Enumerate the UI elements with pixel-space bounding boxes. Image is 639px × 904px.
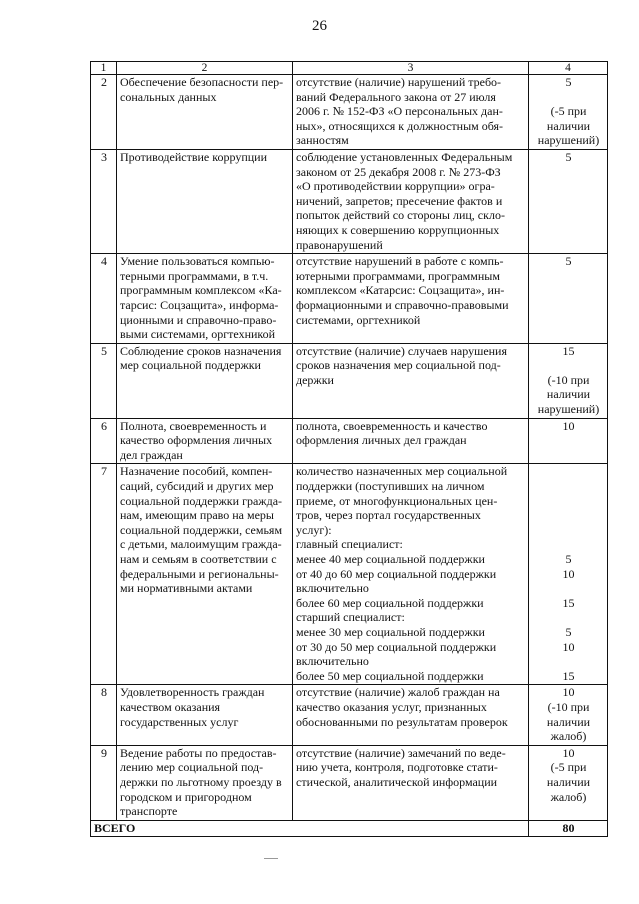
indicator-cell-line: занностям	[296, 133, 349, 148]
indicator-cell-line: соблюдение установленных Федеральным	[296, 149, 513, 164]
indicator-cell-line: отсутствие (наличие) нарушений требо-	[296, 75, 502, 89]
criterion-cell-line: ми нормативными актами	[120, 581, 253, 596]
criterion-cell-line: федеральными и региональны-	[120, 566, 279, 581]
indicator-cell	[293, 745, 529, 820]
points-cell-line: 10	[562, 418, 575, 433]
points-cell-line: 15	[562, 668, 575, 683]
indicator-cell-line: няющих к совершению коррупционных	[296, 222, 500, 237]
points-cell	[529, 418, 608, 464]
indicator-cell-line: включительно	[296, 581, 369, 596]
criterion-cell-line: транспорте	[120, 804, 178, 819]
criterion-cell-line: социальной поддержки гражда-	[120, 493, 283, 508]
row-number: 6	[91, 418, 117, 464]
criterion-cell-line: нам, имеющим право на меры	[120, 508, 274, 523]
points-cell-line: (-5 при	[550, 104, 587, 119]
points-cell-line: 15	[562, 595, 575, 610]
indicator-cell	[293, 254, 529, 344]
table-row	[91, 464, 608, 685]
blank-line	[532, 581, 605, 596]
indicator-cell-line: законом от 25 декабря 2008 г. № 273-ФЗ	[296, 164, 501, 179]
criterion-cell-line: ционными и справочно-право-	[120, 312, 277, 327]
indicator-cell	[293, 75, 529, 150]
table-row	[91, 343, 608, 418]
indicator-cell-line: отсутствие нарушений в работе с компь-	[296, 254, 504, 269]
points-cell-line: 5	[565, 254, 572, 269]
row-number: 2	[91, 75, 117, 150]
points-cell-line: нарушений)	[537, 133, 600, 148]
indicator-cell-line: ютерными программами, программным	[296, 268, 500, 283]
points-cell-line: жалоб)	[550, 729, 587, 744]
indicator-cell-line: ваний Федерального закона от 27 июля	[296, 89, 496, 104]
points-cell-line: наличии	[546, 118, 591, 133]
row-number: 8	[91, 685, 117, 745]
indicator-cell-line: от 40 до 60 мер социальной поддержки	[296, 566, 497, 581]
table-header-row	[91, 62, 608, 75]
points-cell-line: 5	[565, 75, 572, 89]
blank-line	[532, 90, 605, 105]
points-cell	[529, 745, 608, 820]
points-cell-line: 10	[562, 685, 575, 700]
indicator-cell-line: формационными и справочно-правовыми	[296, 297, 509, 312]
blank-line	[532, 610, 605, 625]
criterion-cell	[117, 418, 293, 464]
blank-line	[532, 523, 605, 538]
table-row	[91, 418, 608, 464]
points-cell-line: наличии	[546, 774, 591, 789]
points-cell-line: наличии	[546, 387, 591, 402]
criterion-cell-line: Обеспечение безопасности пер-	[120, 75, 284, 89]
points-cell-line: наличии	[546, 714, 591, 729]
indicator-cell-line: услуг):	[296, 522, 332, 537]
indicator-cell	[293, 685, 529, 745]
indicator-cell-line: отсутствие (наличие) случаев нарушения	[296, 343, 508, 358]
row-number: 9	[91, 745, 117, 820]
total-label: ВСЕГО	[91, 820, 529, 837]
blank-line	[532, 654, 605, 669]
indicator-cell-line: стической, аналитической информации	[296, 774, 498, 789]
criterion-cell-line: лению мер социальной под-	[120, 760, 264, 775]
indicator-cell-line: держки	[296, 372, 334, 387]
criterion-cell-line: качество оформления личных	[120, 433, 273, 448]
criterion-cell-line: Противодействие коррупции	[120, 149, 267, 164]
criterion-cell-line: Полнота, своевременность и	[120, 418, 267, 433]
criterion-cell-line: Соблюдение сроков назначения	[120, 343, 282, 358]
indicator-cell-line: 2006 г. № 152-ФЗ «О персональных дан-	[296, 104, 503, 119]
indicator-cell-line: менее 30 мер социальной поддержки	[296, 624, 485, 639]
indicator-cell-line: системами, оргтехникой	[296, 312, 421, 327]
criterion-cell	[117, 254, 293, 344]
indicator-cell-line: приеме, от многофункциональных цен-	[296, 493, 498, 508]
indicator-cell-line: сроков назначения мер социальной под-	[296, 358, 501, 373]
points-cell-line: (-5 при	[550, 760, 587, 775]
indicator-cell	[293, 418, 529, 464]
criterion-cell-line: сональных данных	[120, 89, 217, 104]
points-cell-line: жалоб)	[550, 789, 587, 804]
criterion-cell-line: государственных услуг	[120, 714, 239, 729]
indicator-cell-line: полнота, своевременность и качество	[296, 418, 488, 433]
indicator-cell-line: от 30 до 50 мер социальной поддержки	[296, 639, 497, 654]
criterion-cell-line: мер социальной поддержки	[120, 358, 261, 373]
blank-line	[532, 508, 605, 523]
points-cell-line: 10	[562, 745, 575, 760]
points-cell-line: 5	[565, 624, 572, 639]
header-cell-4: 4	[529, 62, 608, 75]
indicator-cell-line: старший специалист:	[296, 610, 405, 625]
footer-mark	[264, 858, 278, 859]
criterion-cell	[117, 464, 293, 685]
indicator-cell-line: ничений, запретов; пресечение фактов и	[296, 193, 503, 208]
indicator-cell-line: более 50 мер социальной поддержки	[296, 668, 484, 683]
blank-line	[532, 494, 605, 509]
indicator-cell-line: попыток действий со стороны лиц, скло-	[296, 208, 505, 223]
indicator-cell-line: правонарушений	[296, 237, 383, 252]
table-row	[91, 745, 608, 820]
blank-line	[532, 537, 605, 552]
row-number: 3	[91, 149, 117, 253]
criterion-cell-line: терными программами, в т.ч.	[120, 268, 269, 283]
indicator-cell-line: отсутствие (наличие) жалоб граждан на	[296, 685, 500, 700]
points-cell	[529, 464, 608, 685]
points-cell	[529, 149, 608, 253]
points-cell-line: 10	[562, 566, 575, 581]
points-cell	[529, 343, 608, 418]
criterion-cell	[117, 343, 293, 418]
criterion-cell-line: дел граждан	[120, 447, 183, 462]
page-number: 26	[312, 18, 327, 34]
criterion-cell-line: Умение пользоваться компью-	[120, 254, 275, 269]
points-cell	[529, 685, 608, 745]
row-number: 5	[91, 343, 117, 418]
header-cell-1: 1	[91, 62, 117, 75]
indicator-cell-line: качество оказания услуг, признанных	[296, 699, 487, 714]
points-cell-line: 5	[565, 149, 572, 164]
indicator-cell-line: более 60 мер социальной поддержки	[296, 595, 484, 610]
blank-line	[532, 464, 605, 479]
indicator-cell-line: обоснованными по результатам проверок	[296, 714, 508, 729]
criterion-cell	[117, 685, 293, 745]
points-cell-line: (-10 при	[547, 372, 590, 387]
points-cell	[529, 254, 608, 344]
criterion-cell-line: с детьми, малоимущим гражда-	[120, 537, 282, 552]
table-row	[91, 685, 608, 745]
criterion-cell-line: нам и семьям в соответствии с	[120, 552, 277, 566]
total-value: 80	[529, 820, 608, 837]
criterion-cell-line: саций, субсидий и других мер	[120, 479, 274, 494]
indicator-cell-line: поддержки (поступивших на личном	[296, 479, 485, 494]
points-cell	[529, 75, 608, 150]
criterion-cell-line: социальной поддержки, семьям	[120, 522, 283, 537]
criteria-table	[90, 61, 608, 837]
indicator-cell-line: нию учета, контроля, подготовке стати-	[296, 760, 498, 775]
points-cell-line: 5	[565, 552, 572, 566]
indicator-cell-line: комплексом «Катарсис: Соцзащита», ин-	[296, 283, 505, 298]
total-row	[91, 820, 608, 837]
blank-line	[532, 479, 605, 494]
indicator-cell-line: главный специалист:	[296, 537, 403, 552]
criterion-cell	[117, 75, 293, 150]
criterion-cell-line: качеством оказания	[120, 699, 221, 714]
points-cell-line: (-10 при	[547, 699, 590, 714]
criterion-cell	[117, 745, 293, 820]
table-row	[91, 254, 608, 344]
indicator-cell-line: ных», относящихся к должностным обя-	[296, 118, 504, 133]
row-number: 7	[91, 464, 117, 685]
header-cell-3: 3	[293, 62, 529, 75]
criterion-cell-line: городском и пригородном	[120, 789, 252, 804]
criterion-cell	[117, 149, 293, 253]
table-body	[91, 62, 608, 837]
table-row	[91, 149, 608, 253]
points-cell-line: 15	[562, 343, 575, 358]
header-cell-2: 2	[117, 62, 293, 75]
indicator-cell-line: оформления личных дел граждан	[296, 433, 467, 448]
indicator-cell-line: отсутствие (наличие) замечаний по веде-	[296, 745, 506, 760]
criterion-cell-line: программным комплексом «Ка-	[120, 283, 282, 298]
criterion-cell-line: тарсис: Соцзащита», информа-	[120, 297, 279, 312]
criterion-cell-line: Назначение пособий, компен-	[120, 464, 273, 479]
criterion-cell-line: Удовлетворенность граждан	[120, 685, 265, 700]
indicator-cell-line: менее 40 мер социальной поддержки	[296, 552, 485, 566]
criterion-cell-line: держки по льготному проезду в	[120, 774, 282, 789]
indicator-cell-line: включительно	[296, 654, 369, 669]
criterion-cell-line: выми системами, оргтехникой	[120, 327, 276, 342]
blank-line	[532, 358, 605, 373]
indicator-cell	[293, 464, 529, 685]
indicator-cell-line: количество назначенных мер социальной	[296, 464, 508, 479]
indicator-cell	[293, 343, 529, 418]
row-number: 4	[91, 254, 117, 344]
criterion-cell-line: Ведение работы по предостав-	[120, 745, 277, 760]
table-row	[91, 75, 608, 150]
indicator-cell	[293, 149, 529, 253]
points-cell-line: 10	[562, 639, 575, 654]
points-cell-line: нарушений)	[537, 402, 600, 417]
indicator-cell-line: тров, через портал государственных	[296, 508, 481, 523]
indicator-cell-line: «О противодействии коррупции» огра-	[296, 179, 495, 194]
